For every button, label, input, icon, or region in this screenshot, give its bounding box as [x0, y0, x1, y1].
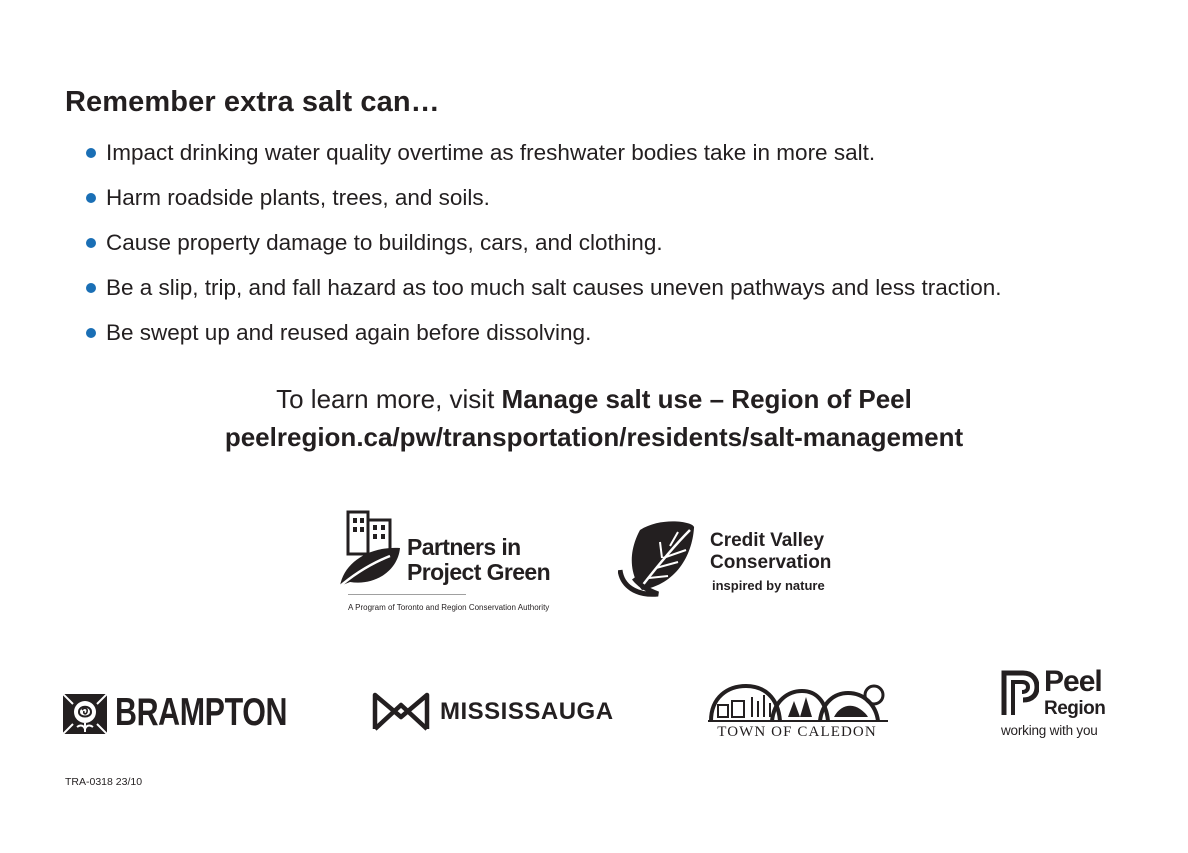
list-item: Be a slip, trip, and fall hazard as too much salt causes uneven pathways and less traction. — [86, 274, 1136, 319]
learn-more-url[interactable]: peelregion.ca/pw/transportation/residents/salt-management — [224, 422, 964, 452]
caledon-landscape-icon — [708, 683, 888, 723]
ppg-logo — [336, 510, 576, 620]
ppg-name-line2: Project Green — [407, 559, 551, 585]
peel-p-icon — [1001, 670, 1039, 716]
ppg-divider — [348, 594, 466, 595]
ppg-name-line1: Partners in — [407, 534, 521, 560]
brampton-logo — [63, 691, 288, 736]
ppg-tagline: A Program of Toronto and Region Conservation Authority — [348, 603, 550, 612]
mississauga-logo — [372, 692, 612, 734]
document-code: TRA-0318 23/10 — [65, 776, 143, 788]
peel-tagline: working with you — [1001, 723, 1098, 738]
list-item: Be swept up and reused again before dissolving. — [86, 319, 1136, 364]
peel-region-label: Region — [1044, 698, 1106, 719]
caledon-logo — [708, 683, 888, 745]
brampton-wordmark: BRAMPTON — [115, 691, 288, 734]
peel-wordmark: Peel — [1044, 665, 1102, 698]
ppg-building-leaf-icon — [336, 510, 406, 590]
brampton-flower-icon — [63, 694, 107, 734]
cvc-name-line1: Credit Valley — [710, 530, 825, 551]
learn-more-line — [0, 384, 1188, 415]
mississauga-m-icon — [372, 692, 430, 732]
heading: Remember extra salt can… — [65, 86, 440, 118]
cvc-logo — [618, 520, 858, 600]
cvc-name-line2: Conservation — [710, 552, 832, 573]
caledon-wordmark: TOWN OF CALEDON — [717, 724, 877, 740]
list-item: Harm roadside plants, trees, and soils. — [86, 184, 1136, 229]
cvc-leaf-icon — [618, 520, 698, 598]
peel-logo — [1001, 665, 1126, 745]
list-item: Impact drinking water quality overtime as freshwater bodies take in more salt. — [86, 139, 1136, 184]
cvc-tagline: inspired by nature — [712, 578, 825, 593]
mississauga-wordmark: MISSISSAUGA — [440, 698, 614, 725]
bullet-list — [86, 139, 1136, 364]
list-item: Cause property damage to buildings, cars, and clothing. — [86, 229, 1136, 274]
learn-more-link[interactable]: Manage salt use – Region of Peel — [501, 384, 912, 414]
learn-more-prefix: To learn more, visit — [276, 384, 502, 414]
